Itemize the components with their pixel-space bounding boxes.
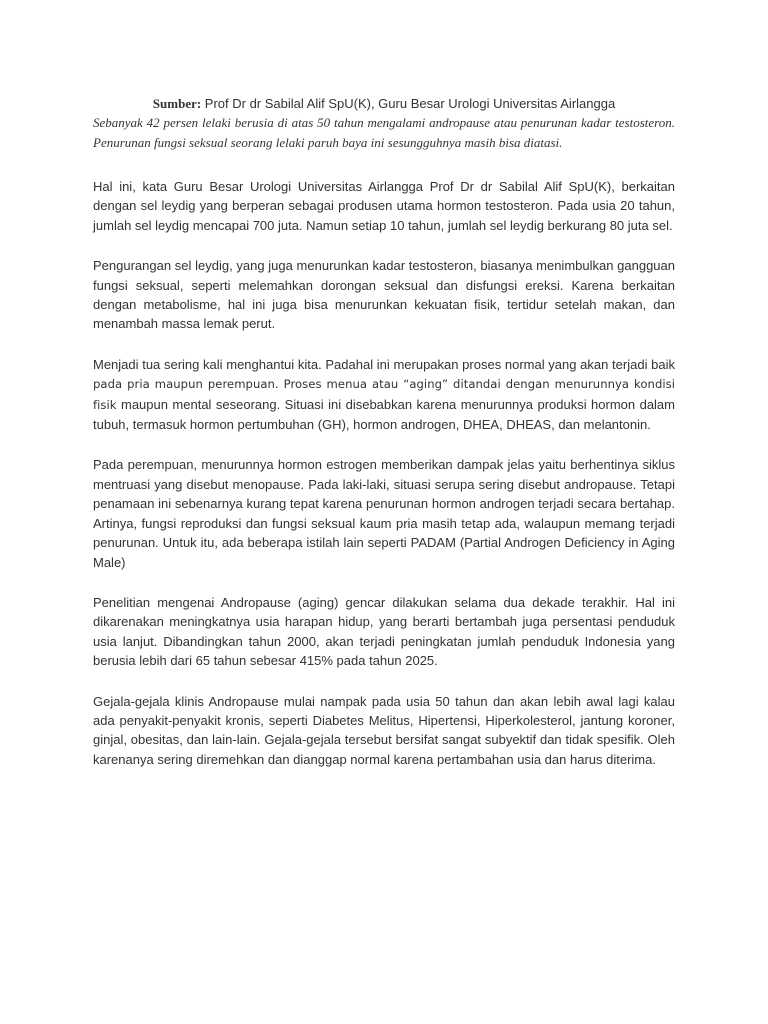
body-paragraph-3-part-3: maupun mental seseorang. Situasi ini disebabkan karena menurunnya produksi hormon dalam tubuh, termasuk hormon pertumbuhan (GH), hormon androgen, DHEA, DHEAS, dan melantonin. [93, 396, 675, 433]
body-paragraph-5: Penelitian mengenai Andropause (aging) gencar dilakukan selama dua dekade terakhir. Hal ini dikarenakan meningkatnya usia harapan hidup, yang berarti bertambah juga persentasi penduduk usia lanjut. Dibandingkan tahun 2000, akan terjadi peningkatan jumlah penduduk Indonesia yang berusia lebih dari 65 tahun sebesar 415% pada tahun 2025. [93, 594, 675, 669]
body-paragraph-3-part-2: pada pria maupun perempuan. Proses menua atau “aging” ditandai dengan menurunnya kondisi fisik [93, 377, 675, 412]
document-page [93, 95, 675, 790]
body-paragraph-3 [93, 355, 675, 435]
body-paragraph-4: Pada perempuan, menurunnya hormon estrogen memberikan dampak jelas yaitu berhentinya siklus mentruasi yang disebut menopause. Pada laki-laki, situasi serupa sering disebut andropause. Tetapi penamaan ini sebenarnya kurang tepat karena penurunan hormon androgen terjadi secara bertahap. Artinya, fungsi reproduksi dan fungsi seksual kaum pria masih tetap ada, walaupun memang terjadi penurunan. Untuk itu, ada beberapa istilah lain seperti PADAM (Partial Androgen Deficiency in Aging Male) [93, 457, 675, 570]
source-line [93, 95, 675, 113]
body-paragraph-1: Hal ini, kata Guru Besar Urologi Universitas Airlangga Prof Dr dr Sabilal Alif SpU(K), berkaitan dengan sel leydig yang berperan sebagai produsen utama hormon testosteron. Pada usia 20 tahun, jumlah sel leydig mencapai 700 juta. Namun setiap 10 tahun, jumlah sel leydig berkurang 80 juta sel. [93, 179, 675, 233]
body-paragraph-3-part-1: Menjadi tua sering kali menghantui kita. Padahal ini merupakan proses normal yang akan terjadi baik [93, 356, 675, 372]
body-paragraph-2: Pengurangan sel leydig, yang juga menurunkan kadar testosteron, biasanya menimbulkan gangguan fungsi seksual, seperti melemahkan dorongan seksual dan disfungsi ereksi. Karena berkaitan dengan metabolisme, hal ini juga bisa menurunkan kekuatan fisik, tertidur setelah makan, dan menambah massa lemak perut. [93, 258, 675, 332]
source-text: Prof Dr dr Sabilal Alif SpU(K), Guru Besar Urologi Universitas Airlangga [201, 96, 616, 111]
body-paragraph-6: Gejala-gejala klinis Andropause mulai nampak pada usia 50 tahun dan akan lebih awal lagi kalau ada penyakit-penyakit kronis, seperti Diabetes Melitus, Hipertensi, Hiperkolesterol, jantung koroner, ginjal, obesitas, dan lain-lain. Gejala-gejala tersebut bersifat sangat subyektif dan tidak spesifik. Oleh karenanya sering diremehkan dan dianggap normal karena pertambahan usia dan harus diterima. [93, 693, 675, 767]
lead-paragraph: Sebanyak 42 persen lelaki berusia di atas 50 tahun mengalami andropause atau penurunan kadar testosteron. Penurunan fungsi seksual seorang lelaki paruh baya ini sesungguhnya masih bisa diatasi. [93, 115, 675, 150]
source-label: Sumber: [152, 96, 202, 111]
